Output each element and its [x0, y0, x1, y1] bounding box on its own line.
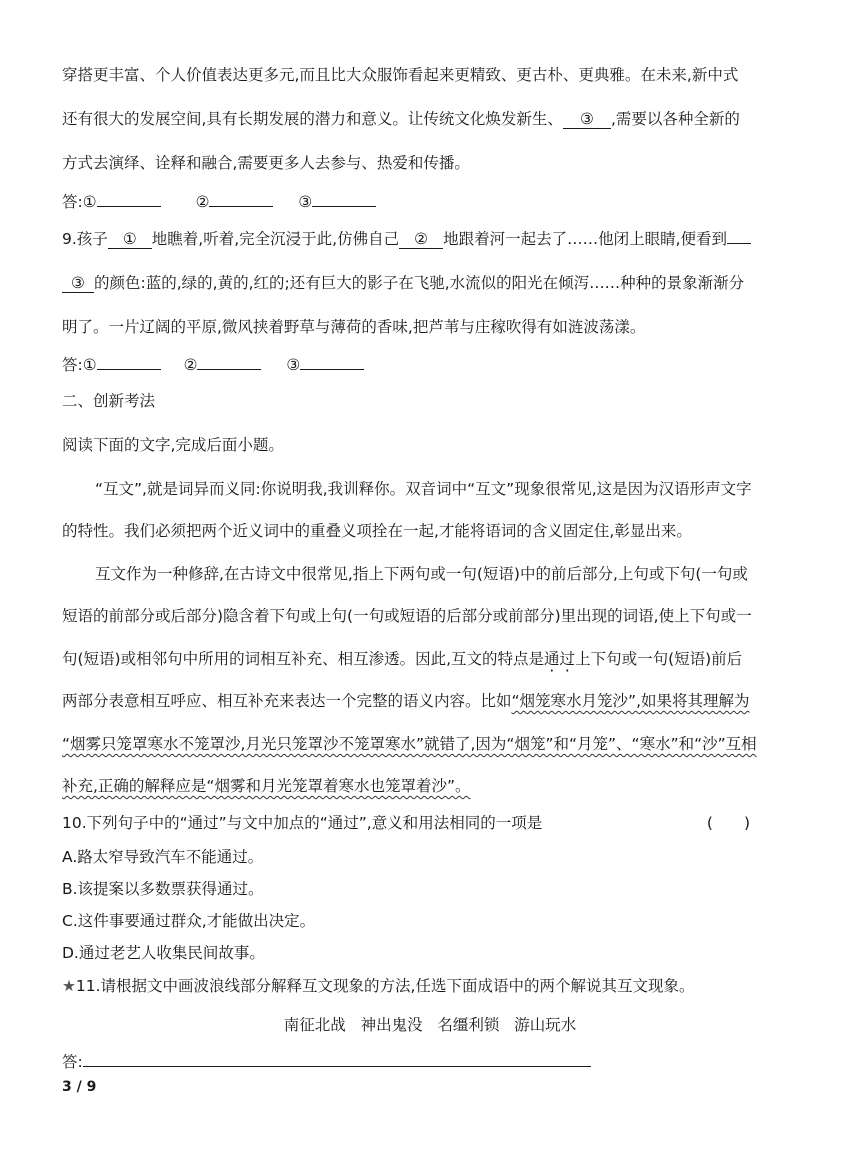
- answer-paren[interactable]: ( ): [706, 814, 750, 832]
- q9-blank-1[interactable]: ①: [108, 230, 152, 249]
- q11-answer-row: 答:: [62, 1050, 810, 1073]
- q9-blank-3-start[interactable]: [727, 243, 751, 244]
- passage-p1-line-2: 的特性。我们必须把两个近义词中的重叠义项拴在一起,才能将语词的含义固定住,彰显出来。: [62, 522, 692, 540]
- q10-option-b: B.该提案以多数票获得通过。: [62, 880, 264, 898]
- idiom-item: 南征北战: [283, 1016, 346, 1034]
- passage-p1-line-1: “互文”,就是词异而义同:你说明我,我训释你。双音词中“互文”现象很常见,这是因为汉语形声文字: [95, 480, 752, 498]
- dotted-char-guo: 过: [559, 650, 576, 668]
- q9-blank-2[interactable]: ②: [399, 230, 443, 249]
- star-icon: ★: [62, 977, 76, 995]
- q10-stem: 10.下列句子中的“通过”与文中加点的“通过”,意义和用法相同的一项是 ( ): [62, 814, 750, 832]
- q11-stem: ★11.请根据文中画波浪线部分解释互文现象的方法,任选下面成语中的两个解说其互文现象。: [62, 977, 695, 995]
- q9-line-1: 9.孩子 ① 地瞧着,听着,完全沉浸于此,仿佛自己 ② 地跟着河一起去了……他闭上眼睛,便看到: [62, 228, 810, 250]
- q10-option-a: A.路太窄导致汽车不能通过。: [62, 848, 264, 866]
- answer-9-blank-2[interactable]: [197, 353, 261, 370]
- idiom-item: 神出鬼没: [360, 1016, 423, 1034]
- passage-p2-line-6: [62, 775, 810, 797]
- idiom-list: [0, 1013, 860, 1035]
- passage-p2-line-3: 句(短语)或相邻句中所用的词相互补充、相互渗透。因此,互文的特点是通过上下句或一句(短语)前后: [62, 650, 743, 668]
- answer-8-blank-2[interactable]: [209, 190, 273, 207]
- answer-row-9: 答:① ② ③: [62, 353, 810, 376]
- answer-9-blank-1[interactable]: [97, 353, 161, 370]
- page-number: 3 / 9: [62, 1079, 97, 1095]
- passage-p2-line-5: [62, 733, 810, 755]
- wavy-underlined-text: “烟笼寒水月笼沙”,如果将其理解为: [511, 692, 750, 710]
- intro-line-2: 还有很大的发展空间,具有长期发展的潜力和意义。让传统文化焕发新生、 ③ ,需要以各种全新的: [62, 110, 740, 128]
- intro-line-1: 穿搭更丰富、个人价值表达更多元,而且比大众服饰看起来更精致、更古朴、更典雅。在未来,新中式: [62, 66, 739, 84]
- passage-p2-line-1: 互文作为一种修辞,在古诗文中很常见,指上下两句或一句(短语)中的前后部分,上句或下句(一句或: [95, 565, 748, 583]
- q9-line-3: 明了。一片辽阔的平原,微风挟着野草与薄荷的香味,把芦苇与庄稼吹得有如涟波荡漾。: [62, 318, 646, 336]
- passage-p2-line-2: 短语的前部分或后部分)隐含着下句或上句(一句或短语的后部分或前部分)里出现的词语,使上下句或一: [62, 607, 752, 625]
- q9-blank-3[interactable]: ③: [62, 274, 94, 293]
- q9-line-2: ③ 的颜色:蓝的,绿的,黄的,红的;还有巨大的影子在飞驰,水流似的阳光在倾泻……种种的景象渐渐分: [62, 272, 810, 294]
- section-title: 二、创新考法: [62, 392, 156, 410]
- q10-option-d: D.通过老艺人收集民间故事。: [62, 944, 265, 962]
- section-instruction: 阅读下面的文字,完成后面小题。: [62, 436, 284, 454]
- answer-row-8: 答:① ② ③: [62, 190, 810, 213]
- q11-answer-blank[interactable]: [83, 1050, 591, 1067]
- wavy-underlined-text: “烟雾只笼罩寒水不笼罩沙,月光只笼罩沙不笼罩寒水”就错了,因为“烟笼”和“月笼”、“寒水”和“沙”互相: [62, 735, 757, 753]
- passage-p2-line-4: 两部分表意相互呼应、相互补充来表达一个完整的语义内容。比如“烟笼寒水月笼沙”,如果将其理解为: [62, 692, 750, 710]
- blank-3[interactable]: ③: [563, 110, 611, 129]
- idiom-item: 名缰利锁: [437, 1016, 500, 1034]
- answer-8-blank-3[interactable]: [312, 190, 376, 207]
- idiom-item: 游山玩水: [514, 1016, 577, 1034]
- answer-9-blank-3[interactable]: [300, 353, 364, 370]
- wavy-underlined-text: 补充,正确的解释应是“烟雾和月光笼罩着寒水也笼罩着沙”。: [62, 777, 471, 795]
- intro-line-3: 方式去演绎、诠释和融合,需要更多人去参与、热爱和传播。: [62, 154, 470, 172]
- q10-option-c: C.这件事要通过群众,才能做出决定。: [62, 912, 316, 930]
- answer-8-blank-1[interactable]: [97, 190, 161, 207]
- dotted-char-tong: 通: [544, 650, 560, 668]
